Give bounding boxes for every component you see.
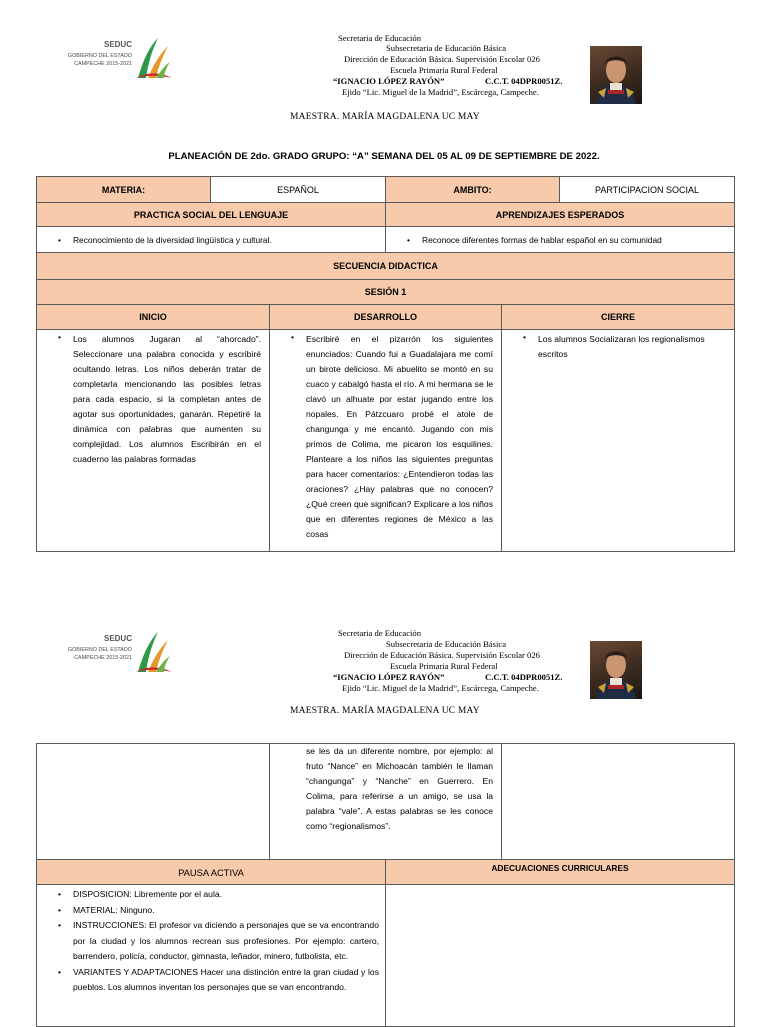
planning-table-page-2 <box>36 743 735 1027</box>
ambito-label: AMBITO: <box>386 177 560 203</box>
header-line-4: Escuela Primaria Rural Federal <box>390 661 498 671</box>
inicio-text: • Los alumnos Jugaran al “ahorcado”. Seleccionare una palabra conocida y escribiré ocultando letras. Los niños deberán tratar de completarla mencionando las posibles letras para cada espacio, si la completan antes de agotar sus oportunidades, ganarán. Repetiré la dinámica con palabras que aumenten su complejidad. Los alumnos Escribirán en el cuaderno las palabras formadas <box>37 330 269 467</box>
plan-title: PLANEACIÓN DE 2do. GRADO GRUPO: “A” SEMANA DEL 05 AL 09 DE SEPTIEMBRE DE 2022. <box>168 151 600 162</box>
hero-portrait <box>590 46 642 104</box>
teacher-name: MAESTRA. MARÍA MAGDALENA UC MAY <box>290 706 480 716</box>
adecuaciones-cell <box>386 885 735 1027</box>
hero-portrait <box>590 641 642 699</box>
planning-table-page-1 <box>36 176 735 552</box>
header-line-5: Ejido “Lic. Miguel de la Madrid”, Escárcega, Campeche. <box>342 87 539 97</box>
school-name: “IGNACIO LÓPEZ RAYÓN” <box>333 672 445 682</box>
logo-brand: SEDUC <box>103 40 132 49</box>
teacher-name: MAESTRA. MARÍA MAGDALENA UC MAY <box>290 112 480 122</box>
aprendizajes-value: • Reconoce diferentes formas de hablar español en su comunidad <box>386 235 734 245</box>
aprendizajes-cell <box>386 227 735 253</box>
pausa-label: PAUSA ACTIVA <box>37 860 386 885</box>
cierre-cell <box>502 330 735 552</box>
desarrollo-text: • Escribiré en el pizarrón los siguientes enunciados: Cuando fui a Guadalajara me comí un birote delicioso. Mi abuelito se montó en su cuaco y cabalgó hasta el río. A mi hermana se le clavó un alhuate por estar jugando entre los nopales. En Pátzcuaro probé el atole de changunga y me encantó. Jugando con mis primos de Colima, me picaron los esquilines. Planteare a los niños las siguientes preguntas para hacer comentarios: ¿Entendieron todas las oraciones? ¿Hay palabras que no conocen? ¿Qué creen que significan? Explicare a los niños que en diferentes regiones de México a las cosas <box>270 330 501 542</box>
practica-label: PRACTICA SOCIAL DEL LENGUAJE <box>37 203 386 227</box>
desarrollo-cell <box>270 330 502 552</box>
header-line-3: Dirección de Educación Básica. Supervisión Escolar 026 <box>344 650 540 660</box>
inicio-cont-cell <box>37 744 270 860</box>
header-line-1: Secretaria de Educación <box>338 628 422 638</box>
seduc-logo <box>64 628 174 674</box>
logo-line1: GOBIERNO DEL ESTADO <box>67 53 132 59</box>
pausa-item: • DISPOSICION: Libremente por el aula. <box>37 887 385 903</box>
inicio-label: INICIO <box>37 305 270 330</box>
logo-emblem-icon <box>134 628 174 674</box>
logo-line2: CAMPECHE 2015-2021 <box>74 61 132 67</box>
logo-line1: GOBIERNO DEL ESTADO <box>67 647 132 653</box>
pausa-item: • INSTRUCCIONES: El profesor va diciendo a personajes que se va encontrando por la ciudad y los alumnos recrean sus profesiones. Por ejemplo: cartero, barrendero, policía, conductor, gimnasta, leñador, minero, futbolista, etc. <box>37 918 385 965</box>
practica-value: • Reconocimiento de la diversidad lingüística y cultural. <box>37 235 385 245</box>
cierre-text: • Los alumnos Socializaran los regionalismos escritos <box>502 330 734 362</box>
school-cct: C.C.T. 04DPR0051Z. <box>485 672 563 682</box>
aprendizajes-label: APRENDIZAJES ESPERADOS <box>386 203 735 227</box>
school-name: “IGNACIO LÓPEZ RAYÓN” <box>333 76 445 86</box>
practica-cell <box>37 227 386 253</box>
pausa-cell <box>37 885 386 1027</box>
header-line-2: Subsecretaria de Educación Básica <box>386 639 507 649</box>
logo-line2: CAMPECHE 2015-2021 <box>74 655 132 661</box>
cierre-cont-cell <box>502 744 735 860</box>
desarrollo-cont-cell <box>270 744 502 860</box>
school-cct: C.C.T. 04DPR0051Z. <box>485 76 563 86</box>
pausa-item: • VARIANTES Y ADAPTACIONES Hacer una distinción entre la gran ciudad y los pueblos. Los alumnos inventan los personajes que se van encontrando. <box>37 965 385 996</box>
seduc-logo <box>64 34 174 80</box>
logo-brand: SEDUC <box>103 634 132 643</box>
secuencia-label: SECUENCIA DIDACTICA <box>37 253 735 280</box>
adecuaciones-label: ADECUACIONES CURRICULARES <box>386 860 735 885</box>
ambito-value: PARTICIPACION SOCIAL <box>560 177 735 203</box>
header-line-4: Escuela Primaria Rural Federal <box>390 65 498 75</box>
header-line-5: Ejido “Lic. Miguel de la Madrid”, Escárcega, Campeche. <box>342 683 539 693</box>
cierre-label: CIERRE <box>502 305 735 330</box>
desarrollo-label: DESARROLLO <box>270 305 502 330</box>
header-line-3: Dirección de Educación Básica. Supervisión Escolar 026 <box>344 54 540 64</box>
header-line-2: Subsecretaria de Educación Básica <box>386 43 507 53</box>
inicio-cell <box>37 330 270 552</box>
materia-label: MATERIA: <box>37 177 211 203</box>
materia-value: ESPAÑOL <box>211 177 386 203</box>
logo-emblem-icon <box>134 34 174 80</box>
desarrollo-cont-text: se les da un diferente nombre, por ejemplo: al fruto “Nance” en Michoacán también le llaman “changunga” y “Nanche” en Guerrero. En Colima, para referirse a un amigo, se usa la palabra “vale”. A estas palabras se les conoce como “regionalismos”. <box>306 746 494 831</box>
pausa-item: • MATERIAL: Ninguno. <box>37 903 385 919</box>
header-line-1: Secretaria de Educación <box>338 33 422 43</box>
sesion-label: SESIÓN 1 <box>37 280 735 305</box>
